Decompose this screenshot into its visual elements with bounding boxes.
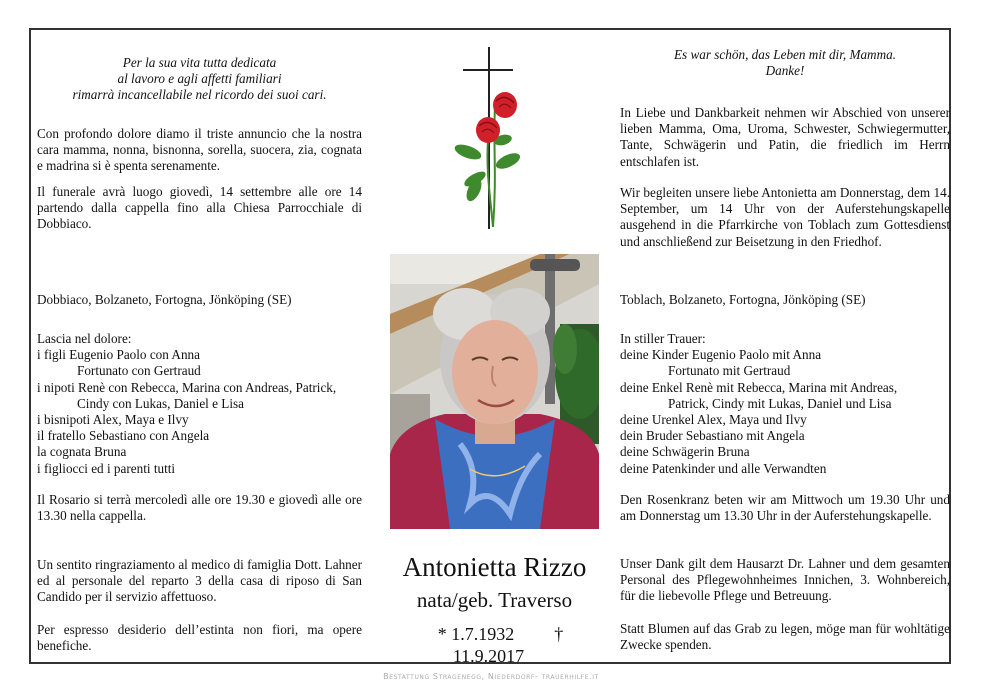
portrait-photo [390, 254, 599, 529]
mourner-line: deine Enkel Renè mit Rebecca, Marina mit Andreas, [620, 379, 898, 395]
birth-date: * 1.7.1932 [437, 624, 515, 644]
right-motto [620, 47, 950, 79]
cross-horizontal [463, 69, 513, 71]
mourner-line: i bisnipoti Alex, Maya e Ilvy [37, 412, 189, 428]
left-motto-line: al lavoro e agli affetti familiari [117, 71, 282, 87]
right-mourners [620, 331, 950, 477]
mourner-line: Cindy con Lukas, Daniel e Lisa [77, 395, 245, 411]
left-mourners [37, 331, 362, 477]
left-motto [37, 55, 362, 104]
right-motto-line: Danke! [765, 63, 805, 79]
left-thanks: Un sentito ringraziamento al medico di famiglia Dott. Lahner ed al personale del reparto 3 della casa di riposo di San Candido per il servizio affettuoso. [37, 557, 362, 605]
mourner-line: Lascia nel dolore: [37, 331, 132, 346]
mourner-line: deine Kinder Eugenio Paolo mit Anna [620, 347, 822, 363]
left-places: Dobbiaco, Bolzaneto, Fortogna, Jönköping (SE) [37, 292, 292, 307]
mourner-line: la cognata Bruna [37, 444, 127, 460]
right-rosary: Den Rosenkranz beten wir am Mittwoch um 19.30 Uhr und am Donnerstag um 13.30 Uhr in der Auferstehungskapelle. [620, 492, 950, 524]
life-dates [390, 623, 599, 667]
mourner-line: deine Patenkinder und alle Verwandten [620, 460, 827, 476]
right-announcement: In Liebe und Dankbarkeit nehmen wir Abschied von unserer lieben Mamma, Oma, Uroma, Schwester, Schwiegermutter, Tante, Schwägerin und Patin, die friedlich im Herrn entschlafen ist. [620, 105, 950, 169]
left-funeral: Il funerale avrà luogo giovedì, 14 settembre alle ore 14 partendo dalla cappella fino alla Chiesa Parrocchiale di Dobbiaco. [37, 184, 362, 232]
footer-credit: Bestattung Stragenegg, Niederdorf- trauerhilfe.it [383, 672, 599, 681]
right-funeral: Wir begleiten unsere liebe Antonietta am Donnerstag, dem 14. September, um 14 Uhr von der Auferstehungskapelle ausgehend in die Pfarrkirche von Toblach zum Gottesdienst und anschließend zur Beisetzung in den Friedhof. [620, 185, 950, 249]
mourner-line: il fratello Sebastiano con Angela [37, 428, 210, 444]
left-flowers: Per espresso desiderio dell’estinta non fiori, ma opere benefiche. [37, 622, 362, 654]
mourner-line: dein Bruder Sebastiano mit Angela [620, 428, 805, 444]
mourner-line: Fortunato mit Gertraud [668, 363, 791, 379]
mourner-line: Patrick, Cindy mit Lukas, Daniel und Lisa [668, 395, 892, 411]
right-places: Toblach, Bolzaneto, Fortogna, Jönköping (SE) [620, 292, 866, 307]
right-thanks: Unser Dank gilt dem Hausarzt Dr. Lahner und dem gesamten Personal des Pflegewohnheimes Innichen, 3. Wohnbereich, für die liebevolle Pflege und Betreuung. [620, 556, 950, 604]
mourner-line: deine Urenkel Alex, Maya und Ilvy [620, 412, 807, 428]
mourner-line: Fortunato con Gertraud [77, 363, 201, 379]
left-motto-line: rimarrà incancellabile nel ricordo dei suoi cari. [72, 87, 327, 103]
cross-icon [450, 45, 530, 235]
roses-icon [453, 92, 523, 227]
left-rosary: Il Rosario si terrà mercoledì alle ore 19.30 e giovedì alle ore 13.30 nella cappella. [37, 492, 362, 524]
mourner-line: i nipoti Renè con Rebecca, Marina con Andreas, Patrick, [37, 379, 337, 395]
mourner-line: deine Schwägerin Bruna [620, 444, 750, 460]
death-date: † 11.9.2017 [452, 624, 564, 666]
right-motto-line: Es war schön, das Leben mit dir, Mamma. [674, 47, 896, 62]
left-announcement: Con profondo dolore diamo il triste annuncio che la nostra cara mamma, nonna, bisnonna, sorella, suocera, zia, cognata e madrina si è spenta serenamente. [37, 126, 362, 174]
left-motto-line: Per la sua vita tutta dedicata [122, 55, 277, 70]
mourner-line: i figli Eugenio Paolo con Anna [37, 347, 200, 363]
right-flowers: Statt Blumen auf das Grab zu legen, möge man für wohltätige Zwecke spenden. [620, 621, 950, 653]
mourner-line: In stiller Trauer: [620, 331, 706, 346]
maiden-name: nata/geb. Traverso [416, 588, 573, 612]
deceased-name: Antonietta Rizzo [402, 552, 587, 582]
mourner-line: i figliocci ed i parenti tutti [37, 460, 176, 476]
